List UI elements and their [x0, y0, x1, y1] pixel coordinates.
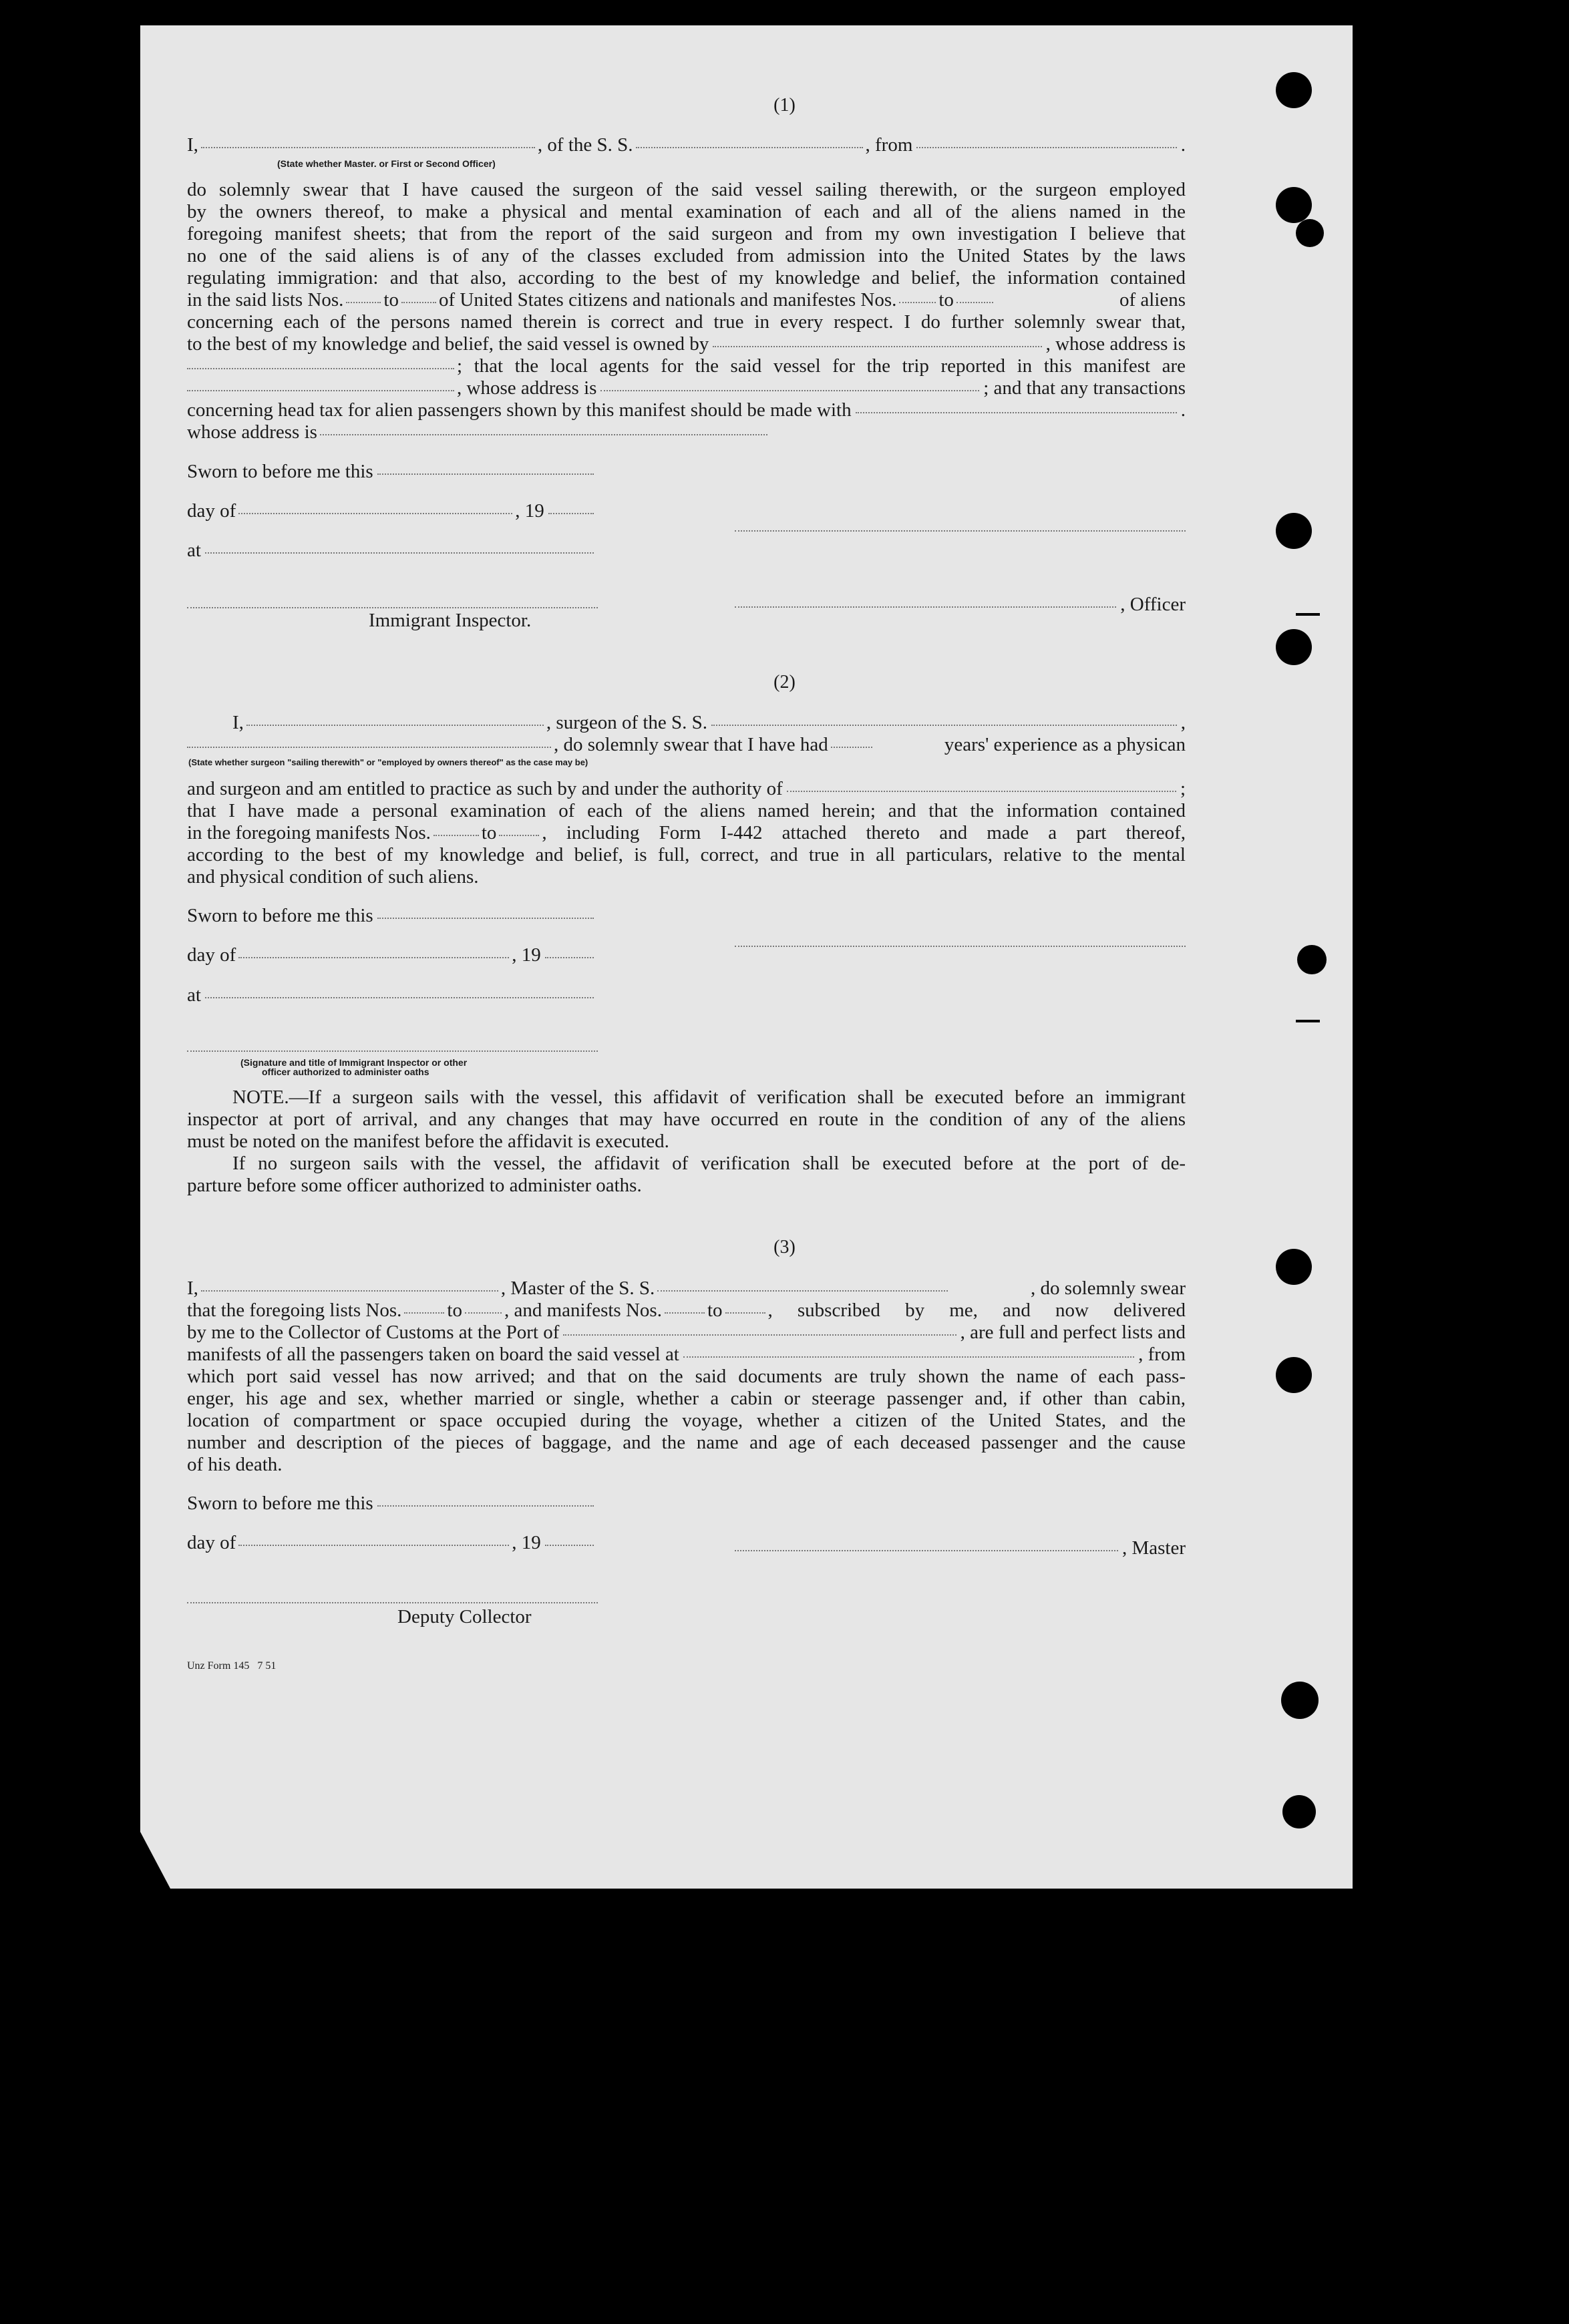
agents-address-field[interactable]	[600, 389, 979, 391]
master-signature-field[interactable]	[735, 1549, 1118, 1551]
s2-year-field[interactable]	[545, 956, 594, 958]
officer-rank-field[interactable]	[201, 146, 535, 148]
binder-hole	[1276, 187, 1312, 223]
s1-line-8: concerning each of the persons named therein is correct and true in every respect. I do further solemnly swear that,	[187, 311, 1186, 333]
s2-vessel-name-field[interactable]	[711, 724, 1177, 726]
s2-sworn-line: Sworn to before me this	[187, 905, 598, 927]
s1-sworn-line: Sworn to before me this	[187, 461, 598, 483]
binder-hole	[1276, 629, 1312, 665]
surgeon-status-note: (State whether surgeon "sailing therewith" or "employed by owners thereof" as the case may be)	[188, 757, 588, 767]
lists-to-field[interactable]	[401, 301, 436, 303]
surgeon-status-field[interactable]	[187, 746, 551, 748]
manifests-to-field[interactable]	[956, 301, 993, 303]
s2-line-4: that I have made a personal examination of each of the aliens named herein; and that the information contained	[187, 800, 1186, 821]
s3-sworn-line: Sworn to before me this	[187, 1493, 598, 1515]
s1-line-10: ; that the local agents for the said vessel for the trip reported in this manifest are	[187, 355, 1186, 377]
s3-line-4: manifests of all the passengers taken on board the said vessel at , from	[187, 1344, 1186, 1365]
collector-signature-line[interactable]	[187, 1601, 598, 1603]
s3-line-2: that the foregoing lists Nos. to , and manifests Nos. to , subscribed by me, and now delivered	[187, 1300, 1186, 1321]
s1-inspector-signature-line[interactable]	[187, 606, 598, 608]
boarding-port-field[interactable]	[683, 1356, 1134, 1358]
s2-line-5: in the foregoing manifests Nos. to , including Form I-442 attached thereto and made a part thereof,	[187, 822, 1186, 843]
s2-line-6: according to the best of my knowledge and belief, is full, correct, and true in all particulars, relative to the mental	[187, 844, 1186, 865]
s3-day-field[interactable]	[238, 1544, 509, 1546]
s3-line-1: I, , Master of the S. S. , do solemnly swear	[187, 1278, 1186, 1299]
s1-place-field[interactable]	[205, 552, 594, 554]
section-1-number: (1)	[773, 95, 796, 116]
s1-body: do solemnly swear that I have caused the surgeon of the said vessel sailing therewith, or the surgeon employed by the owners thereof, to make a physical and mental examination of each and all of the aliens named in the foregoing manifest sheets; that from the report of the said surgeon and from my own investigation I believe that no one of the said aliens is of any of the classes excluded from admission into the United States by the laws regulating immigration: and that also, according to the best of my knowledge and belief, the information contained	[187, 179, 1186, 288]
officer-rank-note: (State whether Master. or First or Second Officer)	[277, 158, 496, 169]
s2-surgeon-signature-line[interactable]	[735, 945, 1186, 947]
binder-hole	[1297, 945, 1327, 974]
s3-manifests-to-field[interactable]	[725, 1312, 765, 1314]
s3-master-line: , Master	[735, 1537, 1186, 1559]
s1-line-9: to the best of my knowledge and belief, the said vessel is owned by , whose address is	[187, 333, 1186, 355]
s2-line-1: I, , surgeon of the S. S. ,	[232, 712, 1186, 733]
s1-day-line: day of , 19	[187, 500, 598, 522]
s1-sworn-date-field[interactable]	[377, 473, 594, 475]
binder-hole	[1282, 1795, 1316, 1828]
years-experience-field[interactable]	[831, 746, 872, 748]
note-paragraph-1: NOTE.—If a surgeon sails with the vessel, this affidavit of verification shall be executed before an immigrant inspector at port of arrival, and any changes that may have occurred en route in the condition of any of the aliens must be noted on the manifest before the affidavit is executed.	[187, 1087, 1186, 1152]
form-number: Unz Form 145 7 51	[187, 1660, 277, 1672]
s1-officer-signature-line-1[interactable]	[735, 530, 1186, 532]
vessel-name-field[interactable]	[636, 146, 863, 148]
punch-mark	[1296, 1020, 1320, 1022]
s1-at-line: at	[187, 540, 598, 562]
lists-from-field[interactable]	[346, 301, 381, 303]
s2-day-field[interactable]	[238, 956, 509, 958]
s2-manifests-to-field[interactable]	[499, 834, 539, 836]
signature-note-1: (Signature and title of Immigrant Inspector or other	[240, 1057, 468, 1068]
s3-vessel-name-field[interactable]	[657, 1290, 948, 1292]
s3-day-line: day of , 19	[187, 1532, 598, 1554]
s1-year-field[interactable]	[548, 512, 594, 514]
practice-authority-field[interactable]	[787, 790, 1176, 792]
binder-hole	[1276, 513, 1312, 549]
s2-at-line: at	[187, 984, 598, 1006]
note-paragraph-2: If no surgeon sails with the vessel, the affidavit of verification shall be executed before at the port of de- parture before some officer authorized to administer oaths.	[187, 1153, 1186, 1196]
s2-manifests-from-field[interactable]	[433, 834, 479, 836]
punch-mark	[1296, 613, 1320, 616]
s1-line-7: in the said lists Nos. to of United States citizens and nationals and manifestes Nos. to of aliens	[187, 289, 1186, 311]
s1-line-13: whose address is	[187, 421, 1186, 443]
manifests-from-field[interactable]	[899, 301, 936, 303]
s2-line-2: , do solemnly swear that I have had years' experience as a physican	[187, 734, 1186, 756]
section-2-number: (2)	[773, 672, 796, 693]
s3-sworn-date-field[interactable]	[377, 1505, 594, 1507]
surgeon-name-field[interactable]	[246, 724, 544, 726]
departure-port-field[interactable]	[916, 146, 1176, 148]
s1-line-1: I, , of the S. S. , from .	[187, 134, 1186, 156]
s1-line-12: concerning head tax for alien passengers shown by this manifest should be made with .	[187, 399, 1186, 421]
s3-lists-to-field[interactable]	[465, 1312, 502, 1314]
binder-hole	[1281, 1682, 1319, 1719]
immigrant-inspector-label: Immigrant Inspector.	[369, 610, 532, 631]
s1-day-field[interactable]	[238, 512, 512, 514]
local-agents-field[interactable]	[187, 389, 454, 391]
s3-lists-from-field[interactable]	[404, 1312, 444, 1314]
customs-port-field[interactable]	[563, 1334, 956, 1336]
s1-officer-line: , Officer	[735, 594, 1186, 616]
deputy-collector-label: Deputy Collector	[397, 1606, 532, 1627]
s1-line-11: , whose address is ; and that any transactions	[187, 377, 1186, 399]
s2-sworn-date-field[interactable]	[377, 917, 594, 919]
owner-address-field[interactable]	[187, 367, 454, 369]
binder-hole	[1276, 1357, 1312, 1393]
binder-hole	[1296, 219, 1324, 247]
vessel-owner-field[interactable]	[713, 345, 1041, 347]
section-3-number: (3)	[773, 1237, 796, 1257]
head-tax-contact-field[interactable]	[856, 411, 1177, 413]
s3-year-field[interactable]	[545, 1544, 594, 1546]
s2-day-line: day of , 19	[187, 944, 598, 966]
s2-inspector-signature-line[interactable]	[187, 1050, 598, 1052]
s3-line-3: by me to the Collector of Customs at the Port of , are full and perfect lists and	[187, 1322, 1186, 1343]
head-tax-address-field[interactable]	[320, 433, 767, 435]
s3-manifests-from-field[interactable]	[665, 1312, 705, 1314]
s2-line-7: and physical condition of such aliens.	[187, 866, 479, 888]
master-name-field[interactable]	[201, 1290, 498, 1292]
s1-officer-signature-field[interactable]	[735, 606, 1116, 608]
s3-body: which port said vessel has now arrived; and that on the said documents are truly shown the name of each pass- enger, his age and sex, whether married or single, whether a cabin or steerage passenger and, if other than cabin, location of compartment or space occupied during the voyage, whether a citizen of the United States, and the number and description of the pieces of baggage, and the name and age of each deceased passenger and the cause of his death.	[187, 1366, 1186, 1475]
s2-line-3: and surgeon and am entitled to practice as such by and under the authority of ;	[187, 778, 1186, 799]
signature-note-2: officer authorized to administer oaths	[262, 1067, 429, 1077]
s2-place-field[interactable]	[205, 996, 594, 998]
